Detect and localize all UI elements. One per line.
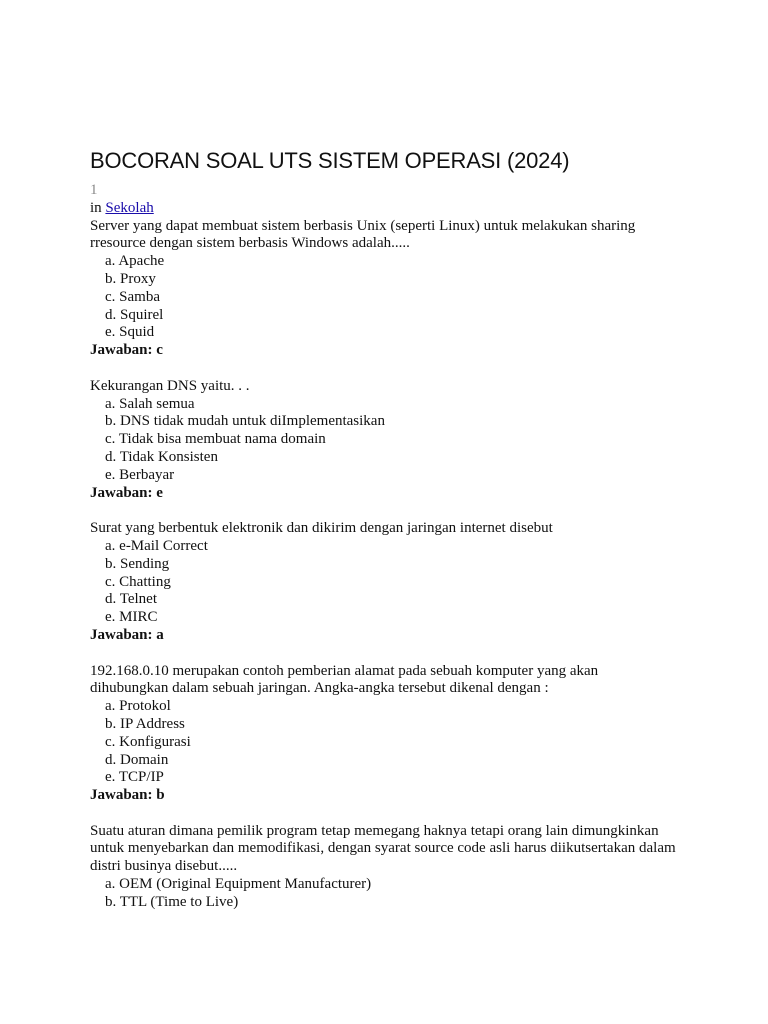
option-item: e. TCP/IP xyxy=(105,769,164,786)
option-item: b. TTL (Time to Live) xyxy=(105,893,239,910)
option-item: a. OEM (Original Equipment Manufacturer) xyxy=(105,876,372,893)
question-1 xyxy=(90,218,680,360)
spacer xyxy=(90,502,680,520)
option-item: a. e-Mail Correct xyxy=(105,537,208,554)
question-text: Suatu aturan dimana pemilik program tetap memegang haknya tetapi orang lain dimungkinkan untuk menyebarkan dan memodifikasi, dengan syarat source code asli harus diikutsertakan dalam distri businya disebut..... xyxy=(90,822,676,875)
option-item: e. Squid xyxy=(105,324,155,341)
option-item: a. Apache xyxy=(105,253,165,270)
answer-line: Jawaban: e xyxy=(90,484,163,501)
spacer xyxy=(90,360,680,378)
option-item: e. MIRC xyxy=(105,609,158,626)
option-item: b. Sending xyxy=(105,555,170,572)
document-body xyxy=(90,146,680,912)
document-title: BOCORAN SOAL UTS SISTEM OPERASI (2024) xyxy=(90,148,570,173)
option-item: d. Tidak Konsisten xyxy=(105,448,218,465)
category-line xyxy=(90,200,680,218)
option-item: a. Salah semua xyxy=(105,395,195,412)
question-4 xyxy=(90,663,680,805)
category-prefix: in xyxy=(90,199,106,216)
option-item: d. Domain xyxy=(105,751,169,768)
option-item: b. Proxy xyxy=(105,270,156,287)
option-item: c. Chatting xyxy=(105,573,171,590)
document-number: 1 xyxy=(90,182,98,198)
question-3 xyxy=(90,520,680,645)
option-list xyxy=(90,538,680,627)
answer-line: Jawaban: a xyxy=(90,626,164,643)
option-list xyxy=(90,253,680,342)
option-item: b. DNS tidak mudah untuk diImplementasikan xyxy=(105,413,385,430)
spacer xyxy=(90,805,680,823)
question-text: Surat yang berbentuk elektronik dan dikirim dengan jaringan internet disebut xyxy=(90,520,553,537)
spacer xyxy=(90,645,680,663)
category-link[interactable]: Sekolah xyxy=(105,199,154,216)
question-2 xyxy=(90,378,680,503)
option-list xyxy=(90,698,680,787)
question-text: 192.168.0.10 merupakan contoh pemberian alamat pada sebuah komputer yang akan dihubungkan dalam sebuah jaringan. Angka-angka tersebut dikenal dengan : xyxy=(90,662,599,697)
option-item: e. Berbayar xyxy=(105,466,175,483)
option-item: c. Konfigurasi xyxy=(105,733,191,750)
answer-line: Jawaban: b xyxy=(90,787,165,804)
question-text: Server yang dapat membuat sistem berbasis Unix (seperti Linux) untuk melakukan sharing rresource dengan sistem berbasis Windows adalah..... xyxy=(90,217,636,252)
option-item: b. IP Address xyxy=(105,715,185,732)
option-item: d. Telnet xyxy=(105,591,157,608)
question-5 xyxy=(90,823,680,912)
option-item: c. Tidak bisa membuat nama domain xyxy=(105,431,326,448)
option-list xyxy=(90,876,680,912)
option-item: d. Squirel xyxy=(105,306,164,323)
question-text: Kekurangan DNS yaitu. . . xyxy=(90,377,250,394)
option-item: c. Samba xyxy=(105,288,160,305)
option-list xyxy=(90,396,680,485)
option-item: a. Protokol xyxy=(105,698,171,715)
answer-line: Jawaban: c xyxy=(90,342,163,359)
